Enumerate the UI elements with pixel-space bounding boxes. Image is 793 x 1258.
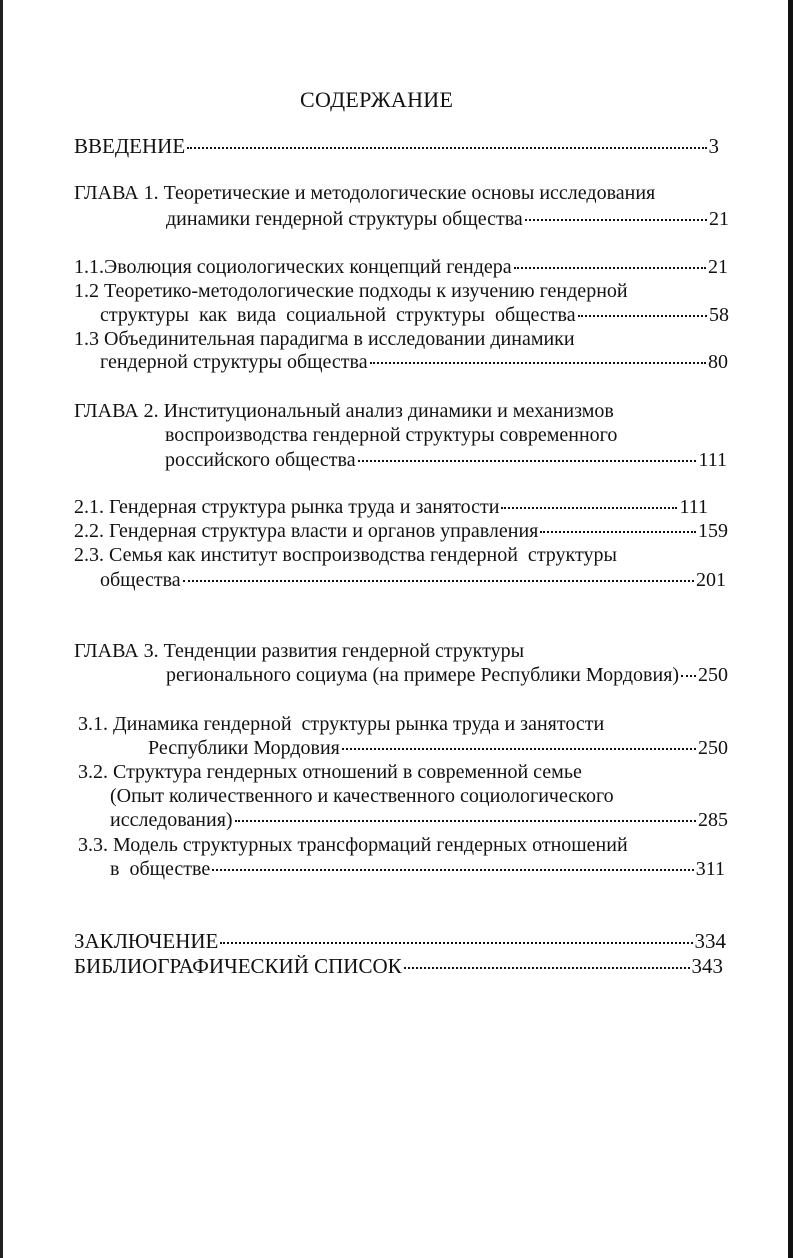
dot-leader [358,460,697,462]
dot-leader [235,820,696,822]
dot-leader [212,869,694,871]
entry-page: 111 [679,496,708,518]
dot-leader [578,315,707,317]
toc-entry-2-2 [74,519,728,543]
toc-entry-3-2-title-cont: (Опыт количественного и качественного социологического [110,785,614,807]
entry-page: 159 [698,520,728,542]
chapter-1-title: ГЛАВА 1. Теоретические и методологические основы исследования [74,182,656,204]
dot-leader [404,967,690,969]
toc-entry-2-3-title: 2.3. Семья как институт воспроизводства гендерной структуры [74,544,617,566]
toc-entry-1-2-title: 1.2 Теоретико-методологические подходы к изучению гендерной [74,280,628,302]
toc-entry-3-1 [148,736,728,760]
toc-entry-3-3 [110,857,725,881]
toc-entry-chapter-3 [166,663,728,687]
entry-page: 250 [698,737,728,759]
entry-page: 250 [698,664,728,686]
dot-leader [540,531,696,533]
dot-leader [501,507,677,509]
chapter-2-title: ГЛАВА 2. Институциональный анализ динамики и механизмов [74,400,614,422]
toc-entry-1-3 [100,350,728,374]
entry-page: 285 [698,809,728,831]
toc-entry-3-1-title: 3.1. Динамика гендерной структуры рынка труда и занятости [78,713,605,735]
dot-leader [514,267,706,269]
entry-label: Республики Мордовия [148,737,340,759]
entry-label: БИБЛИОГРАФИЧЕСКИЙ СПИСОК [74,954,402,978]
scan-edge-left [0,0,3,1258]
dot-leader [681,675,696,677]
entry-label: динамики гендерной структуры общества [166,208,523,230]
toc-entry-1-1 [74,255,728,279]
toc-entry-1-2 [100,303,729,327]
entry-label: гендерной структуры общества [100,351,368,373]
entry-page: 334 [694,929,726,953]
dot-leader [187,147,706,149]
entry-label: ЗАКЛЮЧЕНИЕ [74,929,219,953]
toc-entry-chapter-1 [166,207,729,231]
entry-label: исследования) [110,809,233,831]
entry-page: 343 [691,954,723,978]
chapter-3-title: ГЛАВА 3. Тенденции развития гендерной структуры [74,640,524,662]
entry-page: 21 [709,208,729,230]
entry-label: российского общества [165,449,356,471]
page-title: СОДЕРЖАНИЕ [300,87,454,112]
entry-page: 111 [698,449,727,471]
dot-leader [220,942,692,944]
toc-entry-2-3 [100,568,726,592]
toc-entry-3-3-title: 3.3. Модель структурных трансформаций гендерных отношений [78,834,628,856]
entry-label: ВВЕДЕНИЕ [74,134,186,158]
dot-leader [525,219,707,221]
entry-page: 3 [708,134,719,158]
entry-page: 311 [695,858,725,880]
toc-entry-intro [74,134,719,158]
dot-leader [183,580,694,582]
entry-label: 1.1.Эволюция социологических концепций гендера [74,256,512,278]
entry-label: структуры как вида социальной структуры общества [100,304,576,326]
dot-leader [370,362,706,364]
entry-label: регионального социума (на примере Республики Мордовия) [166,664,680,686]
dot-leader [342,748,696,750]
toc-entry-1-3-title: 1.3 Объединительная парадигма в исследовании динамики [74,328,575,350]
entry-page: 80 [708,351,728,373]
entry-page: 21 [708,256,728,278]
entry-page: 201 [696,569,726,591]
chapter-2-title-cont: воспроизводства гендерной структуры современного [165,424,618,446]
scan-edge-right [788,0,793,1258]
entry-page: 58 [709,304,729,326]
toc-entry-chapter-2 [165,448,727,472]
entry-label: 2.1. Гендерная структура рынка труда и занятости [74,496,500,518]
entry-label: общества [100,569,181,591]
entry-label: 2.2. Гендерная структура власти и органов управления [74,520,539,542]
entry-label: в обществе [110,858,211,880]
toc-entry-conclusion [74,929,726,953]
toc-entry-bibliography [74,954,723,978]
toc-entry-2-1 [74,495,708,519]
toc-entry-3-2 [110,808,728,832]
toc-entry-3-2-title: 3.2. Структура гендерных отношений в современной семье [78,761,582,783]
